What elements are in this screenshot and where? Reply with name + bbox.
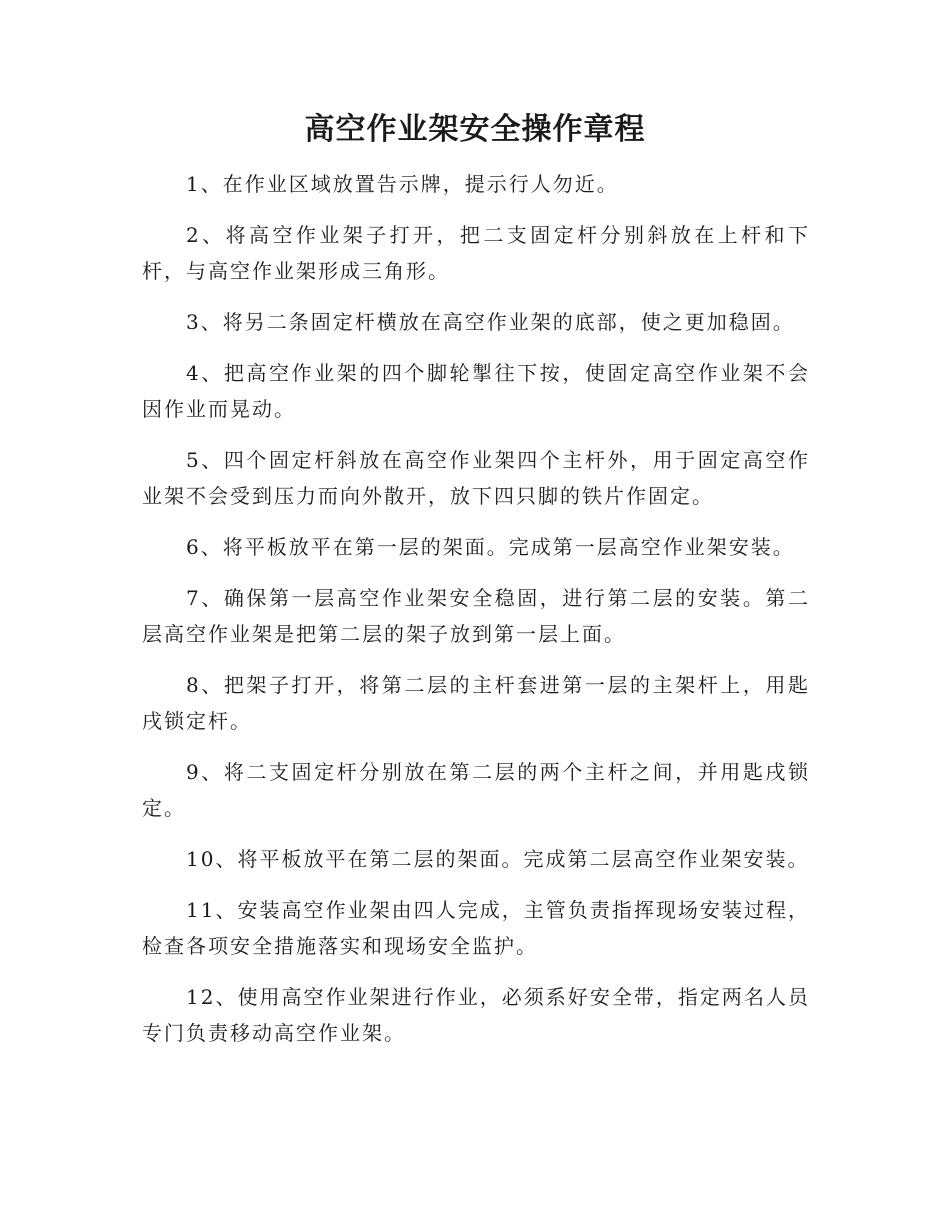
paragraph-10: 10、将平板放平在第二层的架面。完成第二层高空作业架安装。 <box>186 847 810 871</box>
document-title: 高空作业架安全操作章程 <box>304 112 646 147</box>
paragraph-2: 2、将高空作业架子打开，把二支固定杆分别斜放在上杆和下杆，与高空作业架形成三角形。 <box>142 223 810 283</box>
paragraph-12: 12、使用高空作业架进行作业，必须系好安全带，指定两名人员专门负责移动高空作业架。 <box>142 985 810 1045</box>
document-body <box>142 166 810 1066</box>
paragraph-9: 9、将二支固定杆分别放在第二层的两个主杆之间，并用匙戌锁定。 <box>142 760 810 820</box>
paragraph-7: 7、确保第一层高空作业架安全稳固，进行第二层的安装。第二层高空作业架是把第二层的架子放到第一层上面。 <box>142 586 810 646</box>
paragraph-4: 4、把高空作业架的四个脚轮掣往下按，使固定高空作业架不会因作业而晃动。 <box>142 361 810 421</box>
paragraph-3: 3、将另二条固定杆横放在高空作业架的底部，使之更加稳固。 <box>186 310 795 334</box>
paragraph-8: 8、把架子打开，将第二层的主杆套进第一层的主架杆上，用匙戌锁定杆。 <box>142 673 810 733</box>
paragraph-1: 1、在作业区域放置告示牌，提示行人勿近。 <box>186 172 619 196</box>
paragraph-6: 6、将平板放平在第一层的架面。完成第一层高空作业架安装。 <box>186 535 795 559</box>
paragraph-11: 11、安装高空作业架由四人完成，主管负责指挥现场安装过程，检查各项安全措施落实和现场安全监护。 <box>142 898 810 958</box>
paragraph-5: 5、四个固定杆斜放在高空作业架四个主杆外，用于固定高空作业架不会受到压力而向外散开，放下四只脚的铁片作固定。 <box>142 448 810 508</box>
